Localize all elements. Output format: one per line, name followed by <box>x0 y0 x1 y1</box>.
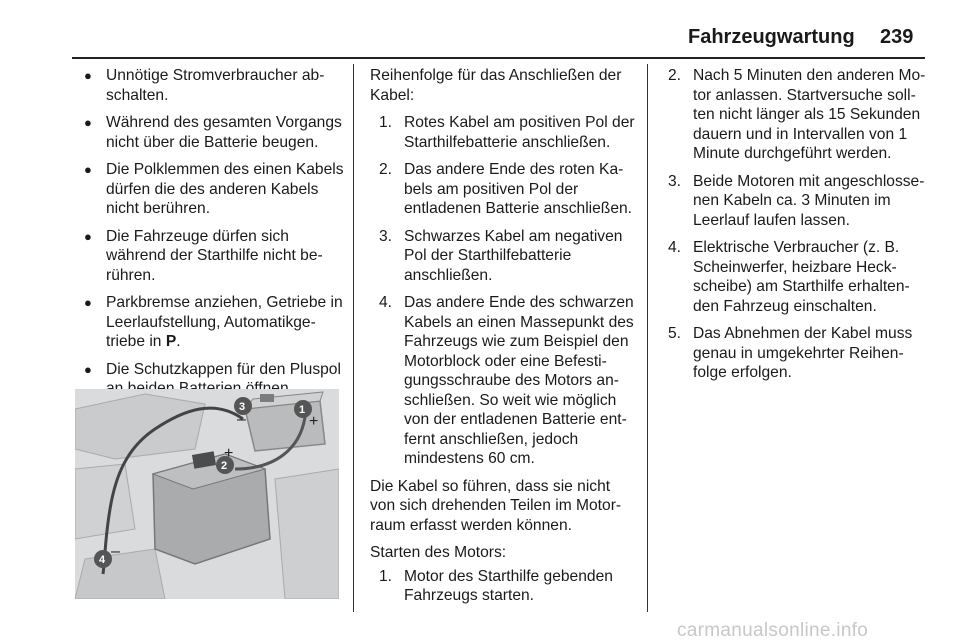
list-item: 5. Das Abnehmen der Kabel muss genau in umgekehrter Reihenfolge erfolgen. <box>668 325 913 381</box>
watermark: carmanualsonline.info <box>677 620 869 641</box>
bullet-item: ● Die Schutzkappen für den Pluspol <box>84 360 341 378</box>
bullet-icon: ● <box>84 228 92 244</box>
bullet-item: ● Während des gesamten Vorgangs nicht über die Batterie beugen. <box>84 114 342 151</box>
column-2 <box>370 66 635 614</box>
figure-label-2: 2 <box>221 460 228 472</box>
plus-pole-icon: + <box>224 445 234 462</box>
bullet-icon: ● <box>84 295 92 310</box>
list-item: 4. Elektrische Verbraucher (z. B. Scheinwerfer, heizbare Heckscheibe) am Starthilfe erhaltenden Fahrzeug einschalten. <box>668 239 910 315</box>
page-header-title: Fahrzeugwartung <box>688 26 855 48</box>
bullet-icon: ● <box>84 68 92 83</box>
bullet-icon: ● <box>84 162 92 177</box>
engine-start-heading: Starten des Motors: <box>370 544 507 561</box>
list-item: 2. Das andere Ende des roten Kabels am positiven Pol der entladenen Batterie anschließen. <box>379 161 632 217</box>
cable-routing-note: Die Kabel so führen, dass sie nicht von sich drehenden Teilen im Motorraum erfasst werden können. <box>370 477 622 534</box>
column-divider-1 <box>353 64 354 612</box>
bullet-icon: ● <box>84 361 92 377</box>
figure-label-3: 3 <box>239 401 246 413</box>
bullet-icon: ● <box>84 115 92 130</box>
list-item: 2. Nach 5 Minuten den anderen Motor anlassen. Startversuche sollten nicht länger als 15 Sekunden dauern und in Intervallen von 1 Minute durchgeführt werden. <box>668 67 926 162</box>
jump-start-illustration <box>75 389 339 599</box>
list-item: 3. Beide Motoren mit angeschlossenen Kabeln ca. 3 Minuten im Leerlauf laufen lassen. <box>668 172 925 229</box>
bullet-item: ● Die Polklemmen des einen Kabels dürfen die des anderen Kabels nicht berühren. <box>84 161 344 217</box>
gear-position-p: P <box>165 333 177 350</box>
list-item: 4. Das andere Ende des schwarzen Kabels an einen Massepunkt des Fahrzeugs wie zum Beispiel den Motorblock oder eine Befestigungsschraube des Motors anschließen. So weit wie möglich von der entladenen Batterie entfernt anschließen, jedoch mindestens 60 cm. <box>379 294 634 467</box>
column-divider-2 <box>647 64 648 612</box>
connection-intro: Reihenfolge für das Anschließen der Kabel: <box>370 67 622 104</box>
plus-pole-icon: + <box>309 413 319 430</box>
minus-pole-icon: – <box>111 543 120 560</box>
column-1 <box>84 66 346 407</box>
column-3 <box>668 66 930 391</box>
list-item: 3. Schwarzes Kabel am negativen Pol der Starthilfebatterie anschließen. <box>379 227 623 284</box>
bullet-item: ● Unnötige Stromverbraucher abschalten. <box>84 67 325 104</box>
list-item: 1. Rotes Kabel am positiven Pol der Starthilfebatterie anschließen. <box>379 114 635 151</box>
page-number: 239 <box>880 26 914 48</box>
header-rule <box>72 57 925 59</box>
figure-label-4: 4 <box>99 554 106 566</box>
list-item: 1. Motor des Starthilfe gebenden Fahrzeugs starten. <box>379 567 613 604</box>
bullet-item: ● Parkbremse anziehen, Getriebe in Leerlaufstellung, Automatikgetriebe in P. <box>84 294 343 350</box>
bullet-item: ● Die Fahrzeuge dürfen sich während der Starthilfe nicht berühren. <box>84 227 323 284</box>
minus-pole-icon: – <box>237 411 246 428</box>
engine-bay-drawing <box>75 389 339 599</box>
figure-label-1: 1 <box>299 404 306 416</box>
